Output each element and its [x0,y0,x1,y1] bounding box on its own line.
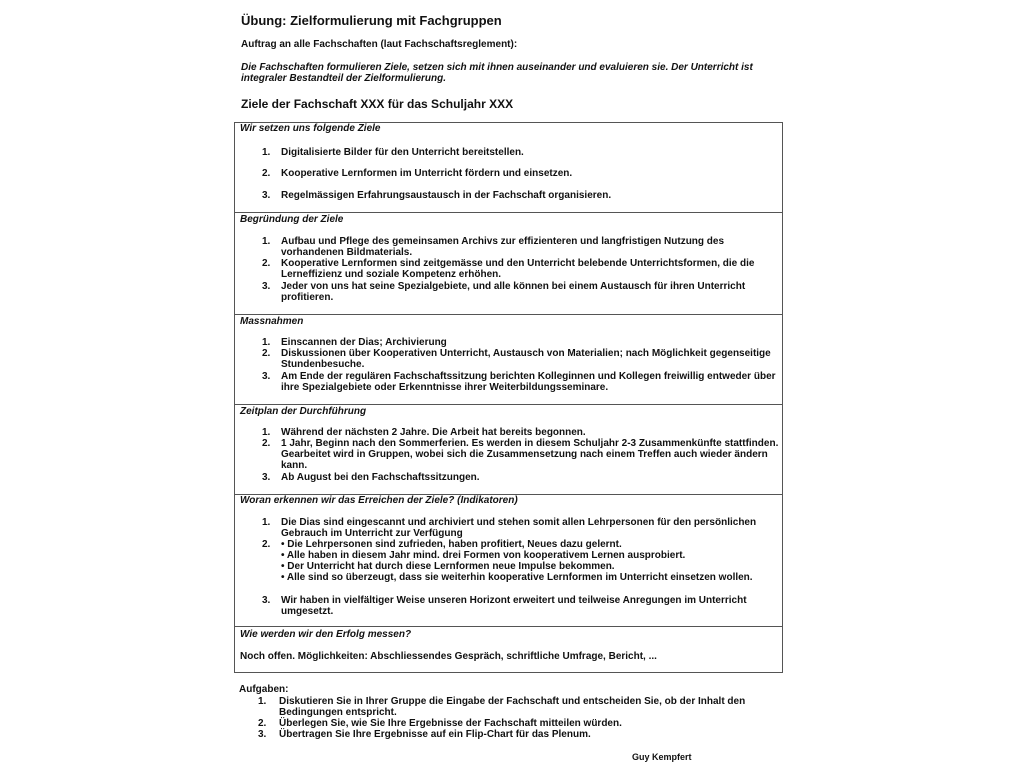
item-text: Die Dias sind eingescannt und archiviert und stehen somit allen Lehrpersonen für den persönlichen Gebrauch im Unterricht zur Verfügung [281,517,757,539]
item-number: 1. [262,517,271,528]
section-goals [235,123,782,212]
section-measurement [235,626,782,672]
section-title: Wir setzen uns folgende Ziele [240,123,381,134]
item-number: 3. [262,281,271,292]
section-title: Begründung der Ziele [240,214,344,225]
tasks-label: Aufgaben: [239,684,289,695]
section-indicators [235,494,782,626]
item-number: 2. [262,168,271,179]
item-number: 3. [262,472,271,483]
section-title: Woran erkennen wir das Erreichen der Ziele? (Indikatoren) [240,495,518,506]
item-text: Regelmässigen Erfahrungsaustausch in der Fachschaft organisieren. [281,190,612,201]
item-text: • Der Unterricht hat durch diese Lernformen neue Impulse bekommen. [281,561,615,572]
item-number: 1. [262,427,271,438]
assignment-label: Auftrag an alle Fachschaften (laut Fachschaftsreglement): [241,39,518,50]
item-number: 3. [262,595,271,606]
goals-heading: Ziele der Fachschaft XXX für das Schuljahr XXX [241,97,514,111]
task-number: 2. [258,718,267,729]
item-text: Aufbau und Pflege des gemeinsamen Archivs zur effizienteren und langfristigen Nutzung des vorhandenen Bildmaterials. [281,236,725,258]
item-number: 3. [262,190,271,201]
task-number: 1. [258,696,267,707]
section-rationale [235,212,782,314]
section-schedule [235,404,782,494]
section-title: Wie werden wir den Erfolg messen? [240,629,412,640]
goals-table [234,122,783,673]
item-text: Am Ende der regulären Fachschaftssitzung berichten Kolleginnen und Kollegen freiwillig entweder über ihre Spezialgebiete oder Erkenntnisse ihrer Weiterbildungsseminare. [281,371,776,393]
item-number: 2. [262,438,271,449]
section-measures [235,314,782,404]
section-title: Zeitplan der Durchführung [240,406,367,417]
item-number: 1. [262,236,271,247]
author-name: Guy Kempfert [632,752,692,762]
task-text: Übertragen Sie Ihre Ergebnisse auf ein Flip-Chart für das Plenum. [279,729,591,740]
item-text: Wir haben in vielfältiger Weise unseren Horizont erweitert und teilweise Anregungen im Unterricht umgesetzt. [281,595,747,617]
item-text: • Alle haben in diesem Jahr mind. drei Formen von kooperativem Lernen ausprobiert. [281,550,686,561]
item-text: 1 Jahr, Beginn nach den Sommerferien. Es werden in diesem Schuljahr 2-3 Zusammenkünfte stattfinden. Gearbeitet wird in Gruppen, wobei sich die Zusammensetzung nach einem Treffen auch wieder ändern kann. [281,438,779,471]
item-text: Kooperative Lernformen im Unterricht fördern und einsetzen. [281,168,573,179]
task-text: Überlegen Sie, wie Sie Ihre Ergebnisse der Fachschaft mitteilen würden. [279,718,622,729]
item-number: 2. [262,258,271,269]
measurement-text: Noch offen. Möglichkeiten: Abschliessendes Gespräch, schriftliche Umfrage, Bericht, ... [240,651,657,662]
item-number: 2. [262,348,271,359]
document-title: Übung: Zielformulierung mit Fachgruppen [241,13,502,28]
item-text: Digitalisierte Bilder für den Unterricht bereitstellen. [281,147,524,158]
task-text: Diskutieren Sie in Ihrer Gruppe die Eingabe der Fachschaft und entscheiden Sie, ob der Inhalt den Bedingungen entspricht. [279,696,746,718]
item-text: Kooperative Lernformen sind zeitgemässe und den Unterricht belebende Unterrichtsformen, die die Lerneffizienz und soziale Kompetenz erhöhen. [281,258,755,280]
item-text: Während der nächsten 2 Jahre. Die Arbeit hat bereits begonnen. [281,427,586,438]
assignment-text: Die Fachschaften formulieren Ziele, setzen sich mit ihnen auseinander und evaluieren sie. Der Unterricht ist integraler Bestandteil der Zielformulierung. [241,62,753,84]
item-text: Ab August bei den Fachschaftssitzungen. [281,472,480,483]
item-text: Diskussionen über Kooperativen Unterricht, Austausch von Materialien; nach Möglichkeit gegenseitige Stundenbesuche. [281,348,771,370]
item-number: 2. [262,539,271,550]
item-text: • Alle sind so überzeugt, dass sie weiterhin kooperative Lernformen im Unterricht einsetzen wollen. [281,572,753,583]
item-text: Jeder von uns hat seine Spezialgebiete, und alle können bei einem Austausch für ihren Unterricht profitieren. [281,281,746,303]
section-title: Massnahmen [240,316,304,327]
item-text: • Die Lehrpersonen sind zufrieden, haben profitiert, Neues dazu gelernt. [281,539,622,550]
item-number: 3. [262,371,271,382]
item-text: Einscannen der Dias; Archivierung [281,337,447,348]
task-number: 3. [258,729,267,740]
item-number: 1. [262,337,271,348]
item-number: 1. [262,147,271,158]
